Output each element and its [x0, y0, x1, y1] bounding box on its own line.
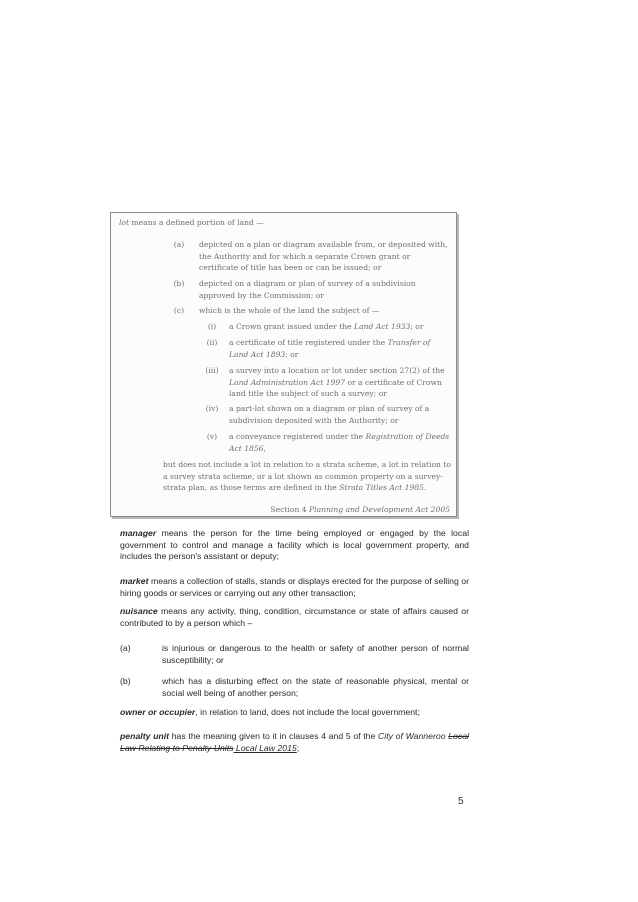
lot-sub-v-text — [229, 431, 451, 454]
lot-sub-i-label: (i) — [207, 322, 217, 331]
lot-sub-iii-pre: a survey into a location or lot under section 27(2) of the — [229, 366, 445, 375]
lot-para-c-text: which is the whole of the land the subject of — — [199, 306, 380, 315]
lot-definition-extract — [110, 212, 457, 517]
lot-sub-v-label: (v) — [206, 432, 218, 441]
lot-para-b-text: depicted on a diagram or plan of survey of a subdivision approved by the Commission; or — [199, 279, 416, 300]
lot-intro-text: means a defined portion of land — — [129, 218, 264, 227]
penalty-end: ; — [296, 742, 300, 753]
lot-sub-ii-pre: a certificate of title registered under the — [229, 338, 388, 347]
nuisance-para-a-label: (a) — [120, 643, 131, 653]
lot-sub-ii-post: ; or — [285, 349, 299, 359]
source-citation — [270, 504, 450, 516]
lot-para-c-label: (c) — [173, 306, 185, 315]
lot-sub-i-act: Land Act 1933 — [354, 322, 411, 331]
lot-sub-i-pre: a Crown grant issued under the — [229, 322, 355, 331]
market-text: means a collection of stalls, stands or displays erected for the purpose of selling or hiring goods or services or carrying out any other transaction; — [120, 576, 469, 598]
penalty-added-text: Local Law 2015 — [233, 742, 297, 753]
definition-owner-or-occupier — [120, 707, 469, 719]
definition-market — [120, 576, 469, 599]
lot-exclusion-pre: but does not include a lot in relation to a strata scheme, a lot in relation to a survey strata scheme, or a lot shown as common property on a survey-strata plan, as those terms are defined in the — [163, 460, 451, 493]
source-section: Section 4 — [270, 505, 310, 514]
lot-sub-i-post: ; or — [410, 322, 424, 331]
definition-manager — [120, 528, 469, 563]
lot-sub-v-pre: a conveyance registered under the — [229, 432, 366, 441]
lot-para-a-text: depicted on a plan or diagram available from, or deposited with, the Authority and for which a separate Crown grant or certificate of title has been or can be issued; or — [199, 240, 448, 273]
lot-exclusion-post: . — [423, 483, 427, 493]
lot-intro — [119, 217, 449, 229]
nuisance-para-b-text: which has a disturbing effect on the state of reasonable physical, mental or social well being of another person; — [162, 676, 469, 698]
lot-exclusion-act: Strata Titles Act 1985 — [339, 483, 424, 493]
penalty-struck-text: Local Law Relating to Penalty Units — [120, 731, 469, 753]
owner-text: , in relation to land, does not include the local government; — [195, 707, 420, 717]
penalty-city: City of Wanneroo — [378, 731, 446, 741]
lot-sub-iii-text — [229, 365, 451, 400]
nuisance-text: means any activity, thing, condition, circumstance or state of affairs caused or contributed to by a person which – — [120, 606, 469, 628]
lot-exclusion-text — [163, 459, 453, 494]
lot-sub-i-text — [229, 321, 451, 333]
nuisance-para-b-label: (b) — [120, 676, 131, 686]
page-number: 5 — [458, 796, 464, 807]
lot-sub-ii-label: (ii) — [206, 338, 218, 347]
lot-sub-ii-act: Transfer of Land Act 1893 — [229, 338, 431, 359]
lot-para-b-label: (b) — [173, 279, 185, 288]
lot-sub-v-post: , — [263, 443, 266, 453]
lot-sub-iii-act: Land Administration Act 1997 — [229, 377, 346, 387]
definition-nuisance — [120, 606, 469, 629]
owner-term: owner or occupier — [120, 707, 196, 717]
lot-sub-v-act: Registration of Deeds Act 1856 — [229, 432, 450, 453]
lot-sub-iv-label: (iv) — [205, 404, 219, 413]
lot-sub-ii-text — [229, 337, 451, 360]
nuisance-para-a-text: is injurious or dangerous to the health or safety of another person of normal susceptibility; or — [162, 643, 469, 665]
manager-text: means the person for the time being employed or engaged by the local government to control and manage a facility which is local government property, and includes the person's assistant or deputy; — [120, 528, 469, 562]
penalty-term: penalty unit — [120, 731, 170, 741]
lot-term: lot — [119, 218, 130, 227]
lot-sub-iii-post: or a certificate of Crown land title the subject of such a survey; or — [229, 377, 442, 399]
manager-term: manager — [120, 528, 157, 538]
lot-sub-iii-label: (iii) — [205, 366, 219, 375]
lot-sub-iv-text: a part-lot shown on a diagram or plan of survey of a subdivision deposited with the Authority; or — [229, 404, 430, 425]
nuisance-term: nuisance — [120, 606, 158, 616]
definition-penalty-unit — [120, 731, 469, 754]
market-term: market — [120, 576, 149, 586]
lot-para-a-label: (a) — [173, 240, 185, 249]
penalty-text: has the meaning given to it in clauses 4 and 5 of the — [169, 731, 379, 741]
source-act: Planning and Development Act 2005 — [309, 505, 450, 514]
